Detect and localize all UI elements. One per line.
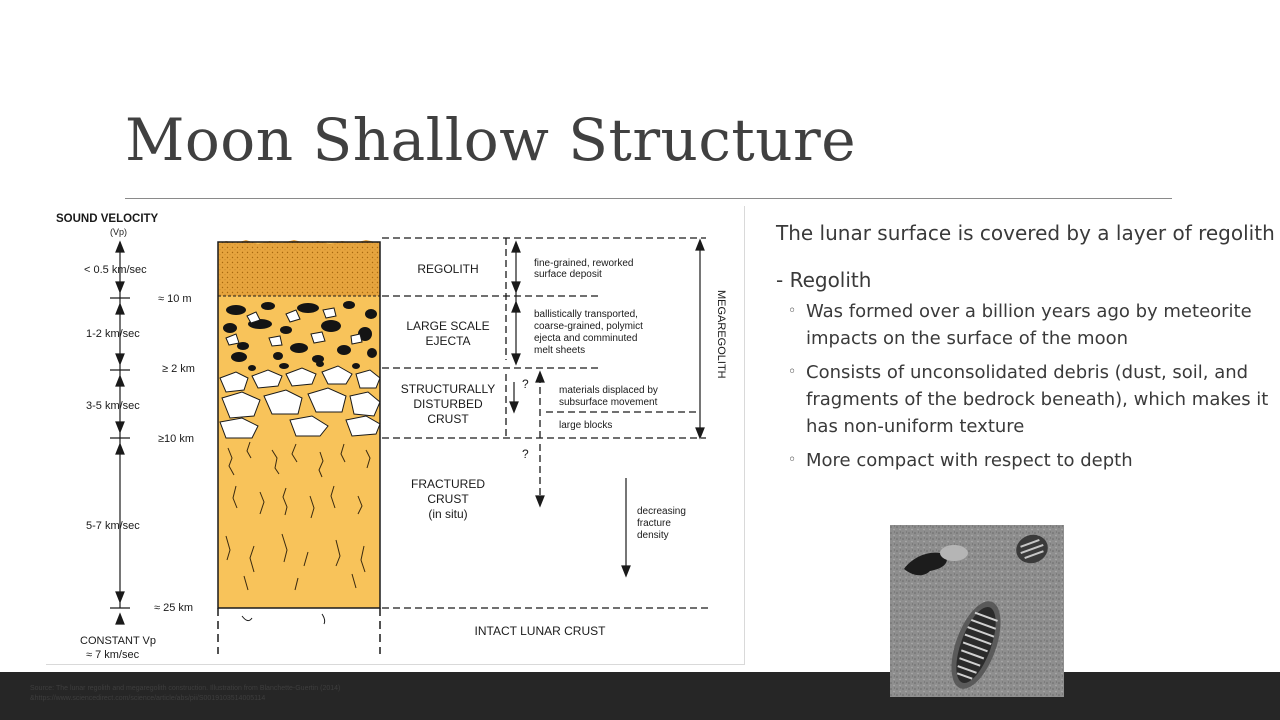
layer-name-fractured-2: CRUST	[427, 492, 469, 506]
desc-regolith-1: fine-grained, reworked	[534, 258, 634, 269]
layer-name-fractured-1: FRACTURED	[411, 477, 485, 491]
bullet-icon: ◦	[788, 364, 797, 380]
list-item	[776, 298, 1276, 352]
source-citation: Source: The lunar regolith and megaregolith construction. Illustration from Blanchette-Guertin (2014) &https://www.sciencedirect.com/science/article/abs/pii/S0019103514005114	[30, 685, 341, 702]
regolith-cross-section-figure	[46, 206, 745, 665]
desc-fracture-3: density	[637, 530, 669, 541]
depth-label-2km: ≥ 2 km	[162, 363, 195, 375]
desc-ejecta-3: ejecta and comminuted	[534, 333, 638, 344]
slide-title: Moon Shallow Structure	[125, 106, 857, 174]
desc-disturbed-2: subsurface movement	[559, 397, 658, 408]
velocity-label-regolith: < 0.5 km/sec	[84, 264, 147, 276]
regolith-layer	[218, 240, 380, 296]
layer-name-disturbed-3: CRUST	[427, 412, 469, 426]
intact-crust-marks	[242, 614, 325, 624]
desc-regolith-2: surface deposit	[534, 269, 602, 280]
depth-label-10m: ≈ 10 m	[158, 293, 192, 305]
depth-label-10km: ≥10 km	[158, 433, 194, 445]
cross-section-diagram	[46, 206, 744, 664]
list-item	[776, 447, 1276, 474]
layer-name-disturbed-1: STRUCTURALLY	[400, 382, 496, 396]
desc-ejecta-1: ballistically transported,	[534, 309, 638, 320]
megaregolith-label: MEGAREGOLITH	[715, 290, 727, 379]
bullet-icon: ◦	[788, 303, 797, 319]
layer-name-ejecta-2: EJECTA	[425, 334, 471, 348]
layer-name-regolith: REGOLITH	[417, 262, 479, 276]
velocity-header: SOUND VELOCITY	[56, 213, 159, 225]
title-divider	[125, 198, 1172, 199]
intact-crust-label: INTACT LUNAR CRUST	[474, 624, 606, 638]
moon-footprint-photo	[890, 525, 1064, 697]
footprint-image	[890, 525, 1064, 697]
depth-label-25km: ≈ 25 km	[154, 602, 194, 614]
velocity-symbol: (Vp)	[110, 227, 128, 237]
desc-fracture-1: decreasing	[637, 506, 686, 517]
layer-name-disturbed-2: DISTURBED	[413, 397, 483, 411]
velocity-label-ejecta: 1-2 km/sec	[86, 328, 140, 340]
constant-vp-label: CONSTANT Vp	[80, 635, 156, 647]
question-mark-1: ?	[522, 377, 529, 391]
list-item	[776, 359, 1276, 440]
desc-disturbed-1: materials displaced by	[559, 385, 658, 396]
layer-name-ejecta-1: LARGE SCALE	[406, 319, 490, 333]
desc-large-blocks: large blocks	[559, 420, 613, 431]
bullet-text: Was formed over a billion years ago by meteorite impacts on the surface of the moon	[806, 301, 1252, 349]
desc-ejecta-4: melt sheets	[534, 345, 586, 356]
desc-fracture-2: fracture	[637, 518, 671, 529]
bullet-icon: ◦	[788, 452, 797, 468]
bullet-text: More compact with respect to depth	[806, 450, 1133, 471]
constant-vp-value: ≈ 7 km/sec	[86, 649, 140, 661]
regolith-heading: - Regolith	[776, 268, 872, 292]
desc-ejecta-2: coarse-grained, polymict	[534, 321, 643, 332]
velocity-label-disturbed: 3-5 km/sec	[86, 400, 140, 412]
bullet-text: Consists of unconsolidated debris (dust, soil, and fragments of the bedrock beneath), which makes it has non-uniform texture	[806, 362, 1269, 437]
question-mark-2: ?	[522, 447, 529, 461]
slide-body	[776, 216, 1276, 481]
column-below-dashes	[218, 608, 380, 654]
regolith-bullets	[776, 298, 1276, 474]
intro-paragraph: The lunar surface is covered by a layer of regolith	[776, 221, 1275, 245]
velocity-axis	[110, 242, 130, 624]
velocity-label-fractured: 5-7 km/sec	[86, 520, 140, 532]
layer-name-fractured-3: (in situ)	[428, 507, 468, 521]
layer-arrows	[510, 240, 704, 576]
